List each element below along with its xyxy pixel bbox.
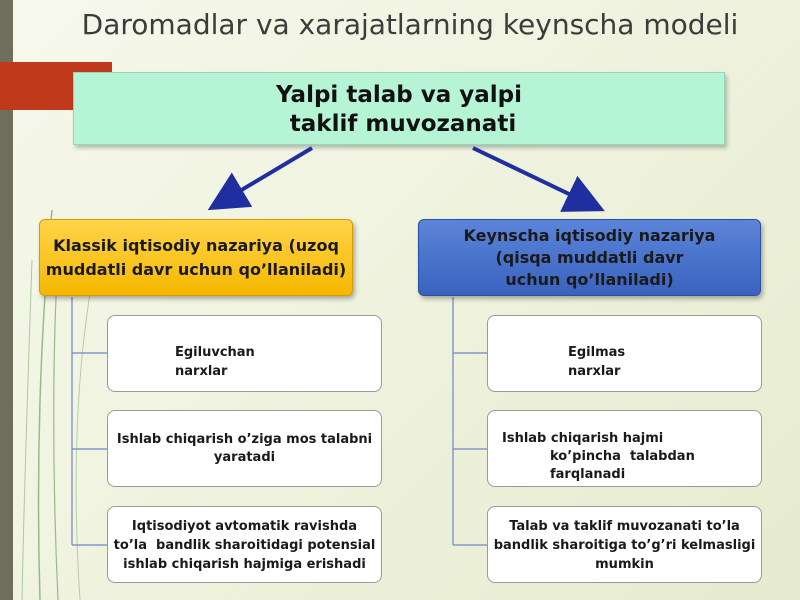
classical-item-2-line-2: yaratadi	[213, 450, 276, 465]
page-title: Daromadlar va xarajatlarning keynscha modeli	[81, 8, 739, 41]
classical-item-supply-creates-demand	[107, 410, 382, 487]
classical-item-full-employment	[107, 506, 382, 583]
keynesian-heading-line-1: Keynscha iqtisodiy nazariya	[463, 226, 716, 245]
classical-item-1-line-2: narxlar	[175, 364, 228, 379]
keynesian-item-3-line-3: mumkin	[595, 557, 654, 572]
keynesian-item-equilibrium-mismatch	[487, 506, 762, 583]
classical-item-1-line-1: Egiluvchan	[175, 345, 255, 360]
keynesian-item-output-differs	[487, 410, 762, 487]
keynesian-heading-line-2: (qisqa muddatli davr	[495, 248, 684, 267]
classical-item-flexible-prices	[107, 315, 382, 392]
keynesian-item-2-line-1: Ishlab chiqarish hajmi	[502, 431, 664, 446]
classical-item-3-line-1: Iqtisodiyot avtomatik ravishda	[131, 519, 358, 534]
classical-item-3-line-2: to’la bandlik sharoitidagi potensial	[113, 538, 376, 553]
classical-item-3-line-3: ishlab chiqarish hajmiga erishadi	[123, 557, 366, 572]
equilibrium-line-2: taklif muvozanati	[289, 111, 517, 137]
keynesian-item-rigid-prices	[487, 315, 762, 392]
keynesian-item-1-line-2: narxlar	[568, 364, 621, 379]
keynesian-item-2-line-2: ko’pincha talabdan	[550, 449, 695, 464]
classical-heading-line-2: muddatli davr uchun qo’llaniladi)	[45, 260, 347, 279]
classical-item-2-line-1: Ishlab chiqarish o’ziga mos talabni	[116, 432, 373, 447]
keynesian-theory-heading	[418, 219, 761, 296]
classical-theory-heading	[39, 219, 353, 296]
keynesian-heading-line-3: uchun qo’llaniladi)	[505, 270, 674, 289]
keynesian-item-3-line-1: Talab va taklif muvozanati to’la	[509, 519, 740, 534]
equilibrium-line-1: Yalpi talab va yalpi	[276, 82, 522, 108]
classical-heading-line-1: Klassik iqtisodiy nazariya (uzoq	[53, 236, 339, 255]
keynesian-item-1-line-1: Egilmas	[568, 345, 626, 360]
keynesian-item-2-line-3: farqlanadi	[550, 467, 626, 482]
keynesian-item-3-line-2: bandlik sharoitiga to’g’ri kelmasligi	[493, 538, 756, 553]
